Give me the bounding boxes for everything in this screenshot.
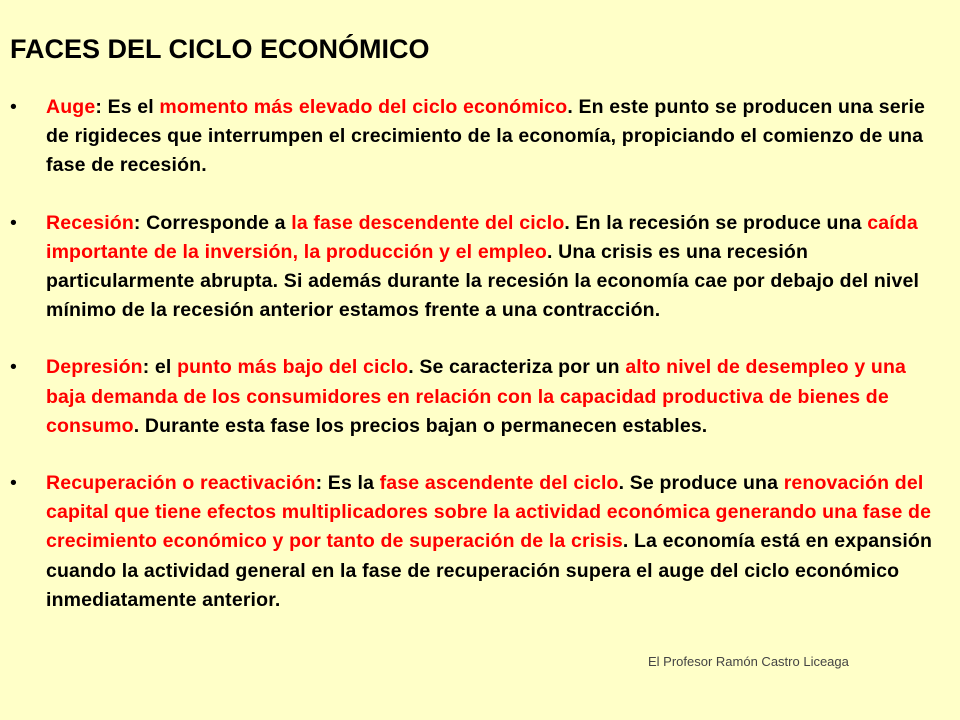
- text-segment: . En este punto se producen una serie de rigideces que interrumpen el crecimiento de la economía, propiciando el comienzo de una fase de recesión.: [46, 96, 926, 177]
- slide-title: FACES DEL CICLO ECONÓMICO: [10, 34, 430, 64]
- term-depresion: Depresión: [46, 356, 143, 379]
- text-segment: : Es la: [315, 472, 380, 495]
- bullet-item-depresion: [0, 353, 950, 441]
- text-segment: : Corresponde a: [133, 211, 292, 234]
- text-segment: . Se caracteriza por un: [408, 356, 626, 379]
- term-recesion: Recesión: [46, 211, 134, 234]
- highlight-segment: caída importante de la inversión, la producción y el empleo: [46, 211, 918, 263]
- bullet-item-auge: [0, 93, 950, 181]
- bullet-marker: •: [10, 96, 17, 118]
- bullet-marker: •: [10, 356, 17, 379]
- bullet-item-recesion: [0, 209, 950, 326]
- bullet-list: [0, 93, 950, 643]
- text-segment: . Durante esta fase los precios bajan o permanecen estables.: [133, 414, 708, 437]
- highlight-segment: punto más bajo del ciclo: [177, 356, 409, 379]
- text-segment: : el: [142, 356, 178, 379]
- term-auge: Auge: [46, 96, 96, 118]
- text-segment: . Se produce una: [618, 472, 784, 495]
- term-recuperacion: Recuperación o reactivación: [46, 472, 316, 495]
- highlight-segment: alto nivel de desempleo y una baja demanda de los consumidores en relación con la capacidad productiva de bienes de consumo: [46, 356, 906, 437]
- text-segment: . Una crisis es una recesión particularmente abrupta. Si además durante la recesión la economía cae por debajo del nivel mínimo de la recesión anterior estamos frente a una contracción.: [46, 240, 920, 322]
- text-segment: : Es el: [95, 96, 160, 118]
- bullet-marker: •: [10, 472, 17, 495]
- highlight-segment: la fase descendente del ciclo: [291, 211, 565, 234]
- footer-credit: El Profesor Ramón Castro Liceaga: [648, 654, 849, 669]
- highlight-segment: renovación del capital que tiene efectos multiplicadores sobre la actividad económica generando una fase de crecimiento económico y por tanto de superación de la crisis: [46, 472, 932, 553]
- highlight-segment: momento más elevado del ciclo económico: [159, 96, 568, 118]
- highlight-segment: fase ascendente del ciclo: [379, 472, 619, 495]
- bullet-item-recuperacion: [0, 469, 950, 615]
- text-segment: . En la recesión se produce una: [564, 211, 868, 234]
- text-segment: . La economía está en expansión cuando la actividad general en la fase de recuperación supera el auge del ciclo económico inmediatamente anterior.: [46, 530, 933, 611]
- bullet-marker: •: [10, 211, 17, 234]
